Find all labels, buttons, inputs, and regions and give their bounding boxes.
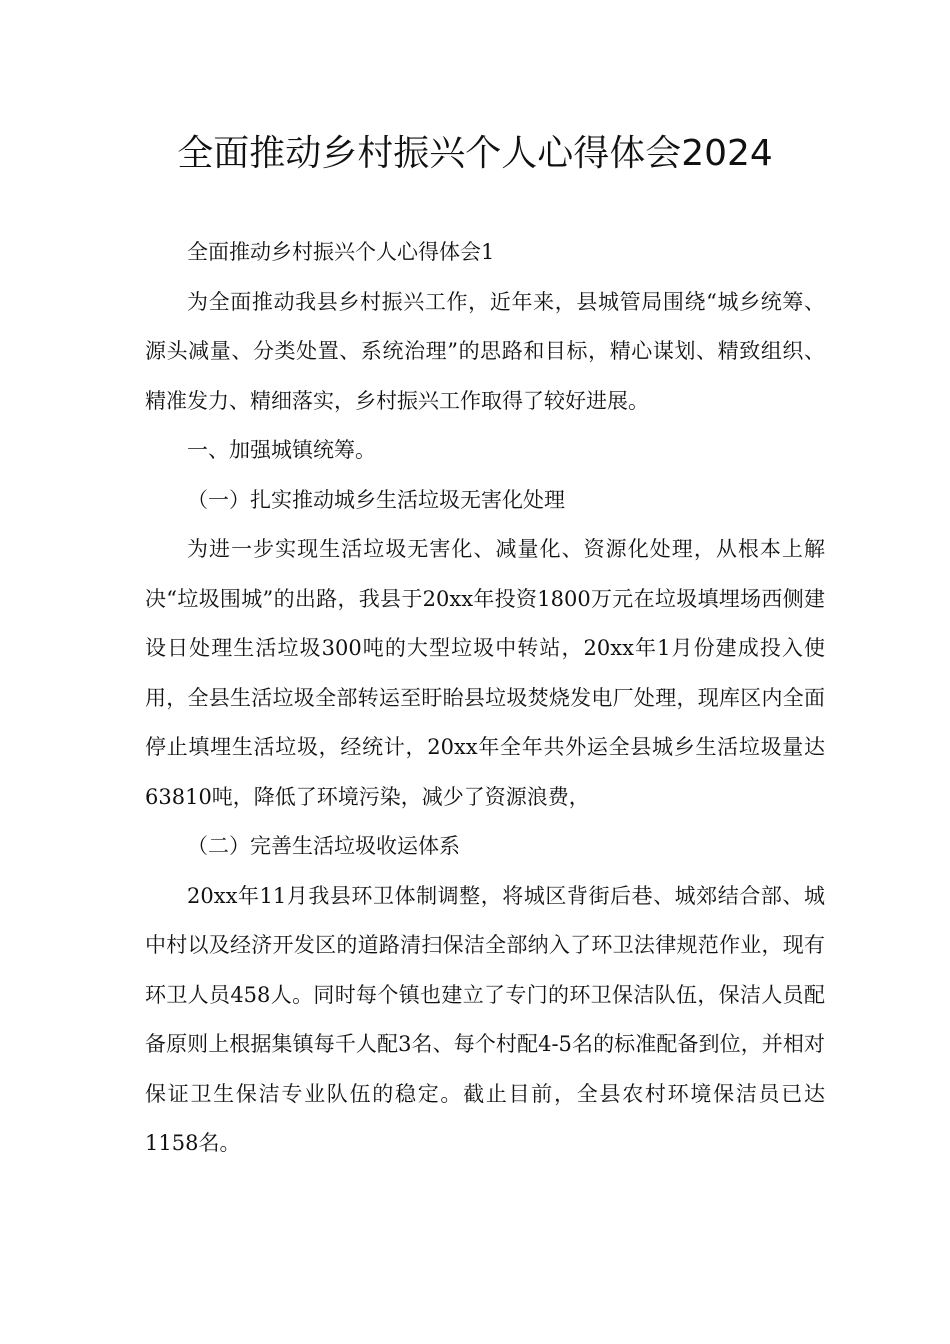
paragraph-waste-treatment: 为进一步实现生活垃圾无害化、减量化、资源化处理，从根本上解决“垃圾围城”的出路，我县于20xx年投资1800万元在垃圾填埋场西侧建设日处理生活垃圾300吨的大型垃圾中转站，20xx年1月份建成投入使用，全县生活垃圾全部转运至盱眙县垃圾焚烧发电厂处理，现库区内全面停止填埋生活垃圾，经统计，20xx年全年共外运全县城乡生活垃圾量达63810吨，降低了环境污染，减少了资源浪费， [145, 537, 825, 809]
paragraph-collection-system: 20xx年11月我县环卫体制调整，将城区背街后巷、城郊结合部、城中村以及经济开发区的道路清扫保洁全部纳入了环卫法律规范作业，现有环卫人员458人。同时每个镇也建立了专门的环卫保洁队伍，保洁人员配备原则上根据集镇每千人配3名、每个村配4-5名的标准配备到位，并相对保证卫生保洁专业队伍的稳定。截止目前，全县农村环境保洁员已达1158名。 [145, 883, 825, 1155]
section-subtitle: 全面推动乡村振兴个人心得体会1 [187, 240, 495, 264]
subsection-heading-2: （二）完善生活垃圾收运体系 [187, 834, 460, 858]
document-body [145, 228, 825, 1169]
subsection-heading-1: （一）扎实推动城乡生活垃圾无害化处理 [187, 487, 565, 512]
paragraph-intro: 为全面推动我县乡村振兴工作，近年来，县城管局围绕“城乡统筹、源头减量、分类处置、系统治理”的思路和目标，精心谋划、精致组织、精准发力、精细落实，乡村振兴工作取得了较好进展。 [145, 289, 825, 413]
document-title: 全面推动乡村振兴个人心得体会2024 [177, 133, 773, 174]
section-heading-1: 一、加强城镇统筹。 [187, 438, 376, 462]
